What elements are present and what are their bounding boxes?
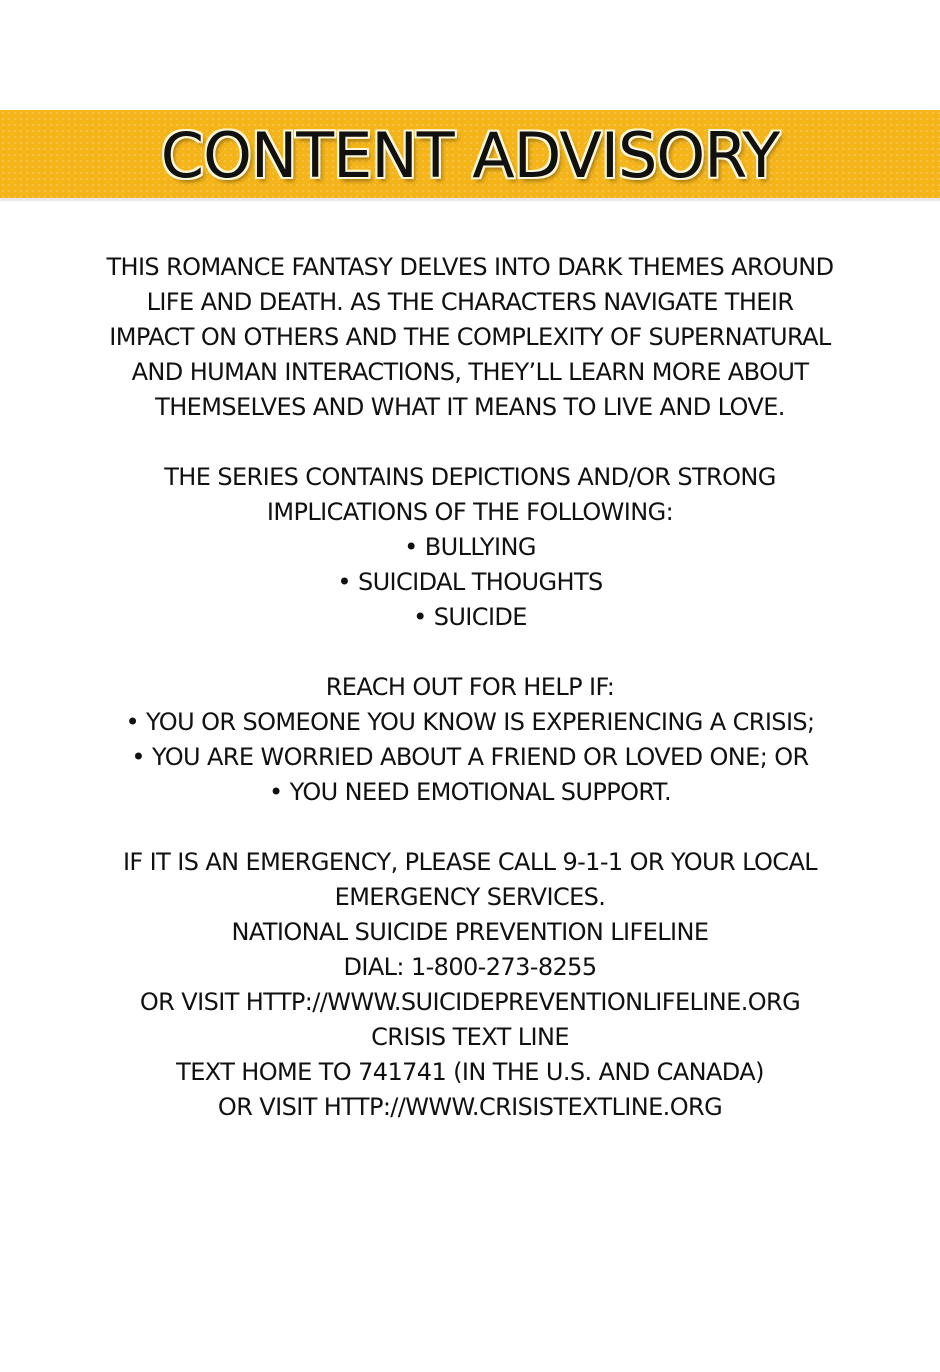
text-line-instructions: TEXT HOME TO 741741 (IN THE U.S. AND CANADA) [176,1058,764,1086]
contents-item-suicide: • SUICIDE [413,603,527,631]
contents-item-bullying: • BULLYING [404,533,536,561]
emergency-line: EMERGENCY SERVICES. [334,883,606,911]
contents-paragraph [30,460,910,635]
reach-out-heading: REACH OUT FOR HELP IF: [325,673,615,701]
intro-line: THIS ROMANCE FANTASY DELVES INTO DARK THEMES AROUND [106,253,834,281]
reach-out-paragraph [30,670,910,810]
intro-line: THEMSELVES AND WHAT IT MEANS TO LIVE AND LOVE. [155,393,785,421]
page-title: CONTENT ADVISORY [160,119,780,192]
reach-out-item: • YOU ARE WORRIED ABOUT A FRIEND OR LOVED ONE; OR [131,743,809,771]
contents-item-suicidal-thoughts: • SUICIDAL THOUGHTS [337,568,603,596]
contents-line: THE SERIES CONTAINS DEPICTIONS AND/OR STRONG [164,463,776,491]
text-line-url: OR VISIT HTTP://WWW.CRISISTEXTLINE.ORG [217,1093,723,1121]
lifeline-url: OR VISIT HTTP://WWW.SUICIDEPREVENTIONLIFELINE.ORG [139,988,801,1016]
lifeline-name: NATIONAL SUICIDE PREVENTION LIFELINE [231,918,709,946]
intro-line: LIFE AND DEATH. AS THE CHARACTERS NAVIGATE THEIR [146,288,794,316]
emergency-paragraph [30,845,910,1125]
lifeline-phone: DIAL: 1-800-273-8255 [343,953,597,981]
reach-out-item: • YOU OR SOMEONE YOU KNOW IS EXPERIENCING A CRISIS; [125,708,815,736]
intro-line: IMPACT ON OTHERS AND THE COMPLEXITY OF SUPERNATURAL [109,323,831,351]
intro-paragraph [30,250,910,425]
text-line-name: CRISIS TEXT LINE [371,1023,569,1051]
intro-line: AND HUMAN INTERACTIONS, THEY’LL LEARN MORE ABOUT [131,358,809,386]
contents-line: IMPLICATIONS OF THE FOLLOWING: [266,498,674,526]
title-banner [0,110,940,201]
advisory-body [30,250,910,1160]
reach-out-item: • YOU NEED EMOTIONAL SUPPORT. [269,778,671,806]
emergency-line: IF IT IS AN EMERGENCY, PLEASE CALL 9-1-1 OR YOUR LOCAL [122,848,818,876]
